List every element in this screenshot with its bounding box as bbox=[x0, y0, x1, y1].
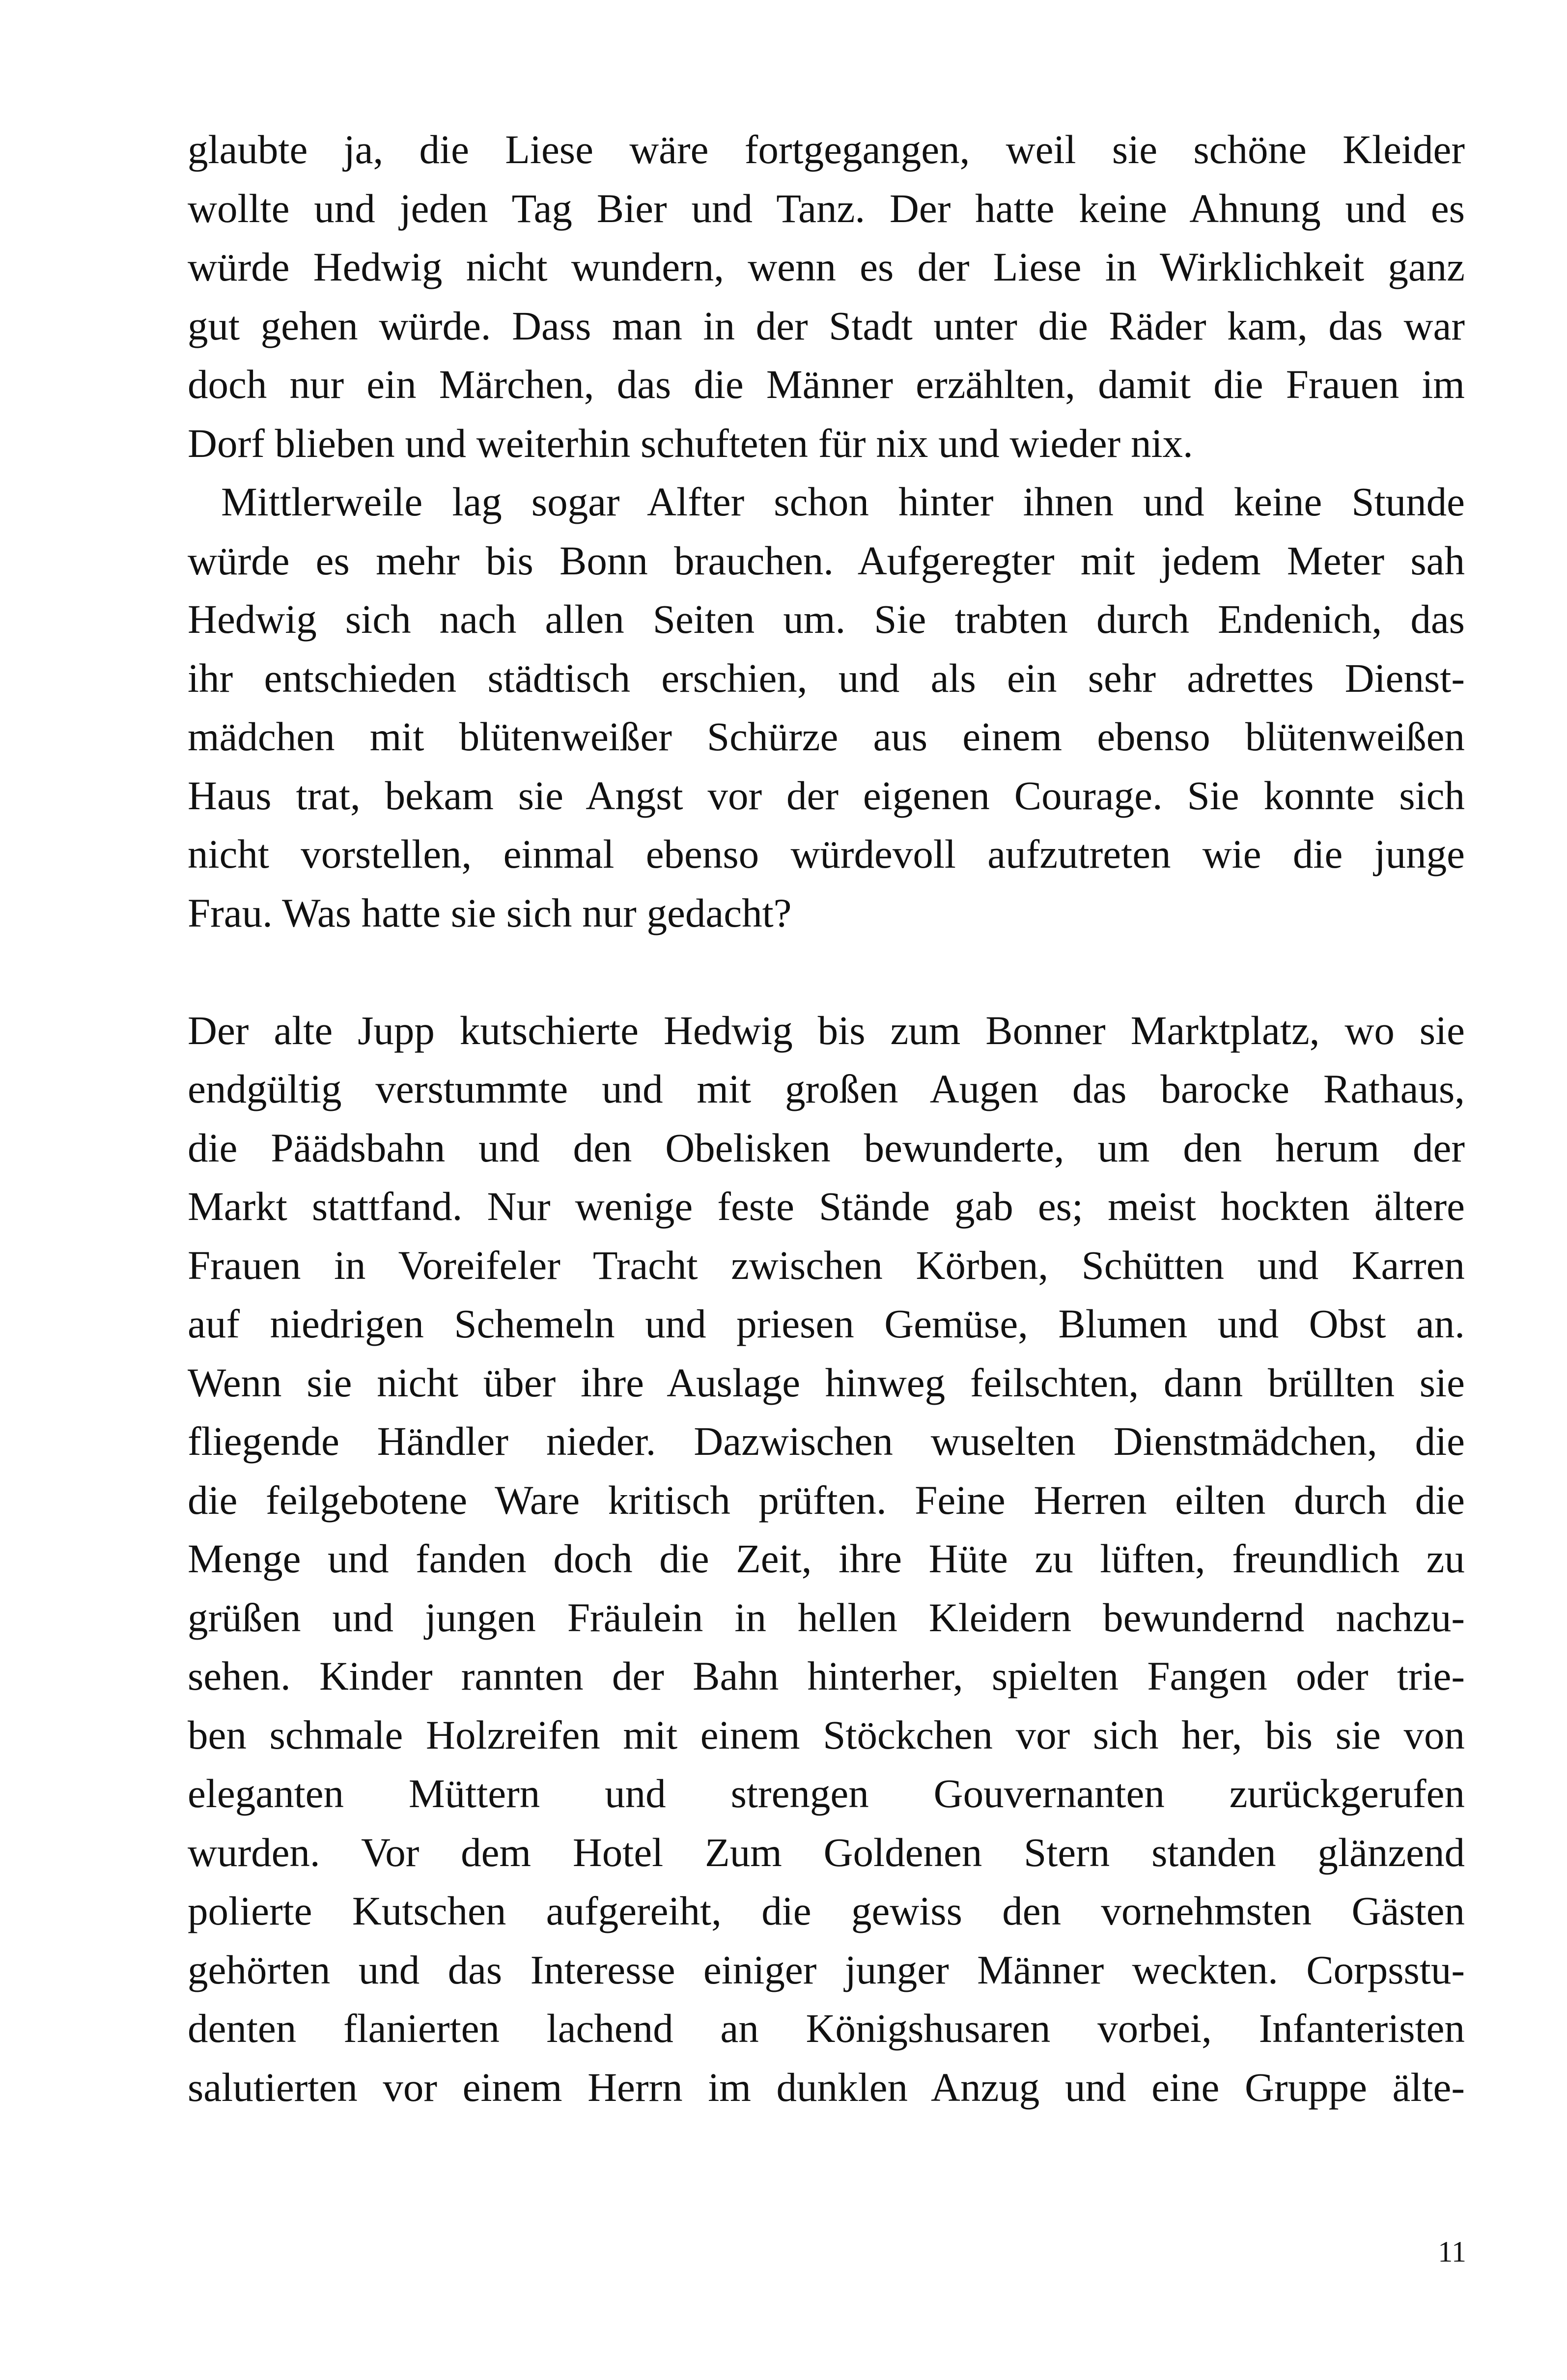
text-line: ihr entschieden städtisch erschien, und als ein sehr adrettes Dienst- bbox=[188, 655, 1465, 701]
text-line: Der alte Jupp kutschierte Hedwig bis zum Bonner Marktplatz, wo sie bbox=[188, 1007, 1465, 1053]
paragraph bbox=[188, 120, 1465, 473]
text-line: Frauen in Voreifeler Tracht zwischen Körben, Schütten und Karren bbox=[188, 1242, 1465, 1288]
text-line: Wenn sie nicht über ihre Auslage hinweg feilschten, dann brüllten sie bbox=[188, 1360, 1465, 1405]
text-line: Markt stattfand. Nur wenige feste Stände gab es; meist hockten ältere bbox=[188, 1184, 1465, 1229]
text-line: wurden. Vor dem Hotel Zum Goldenen Stern standen glänzend bbox=[188, 1829, 1465, 1875]
text-line: auf niedrigen Schemeln und priesen Gemüse, Blumen und Obst an. bbox=[188, 1301, 1465, 1346]
text-line: fliegende Händler nieder. Dazwischen wuselten Dienstmädchen, die bbox=[188, 1418, 1465, 1464]
paragraph bbox=[188, 473, 1465, 942]
text-line: denten flanierten lachend an Königshusaren vorbei, Infanteristen bbox=[188, 2006, 1465, 2051]
text-line: die Päädsbahn und den Obelisken bewunderte, um den herum der bbox=[188, 1125, 1465, 1170]
page-number: 11 bbox=[1438, 2236, 1466, 2268]
text-line: Hedwig sich nach allen Seiten um. Sie trabten durch Endenich, das bbox=[188, 596, 1465, 642]
text-line: ben schmale Holzreifen mit einem Stöckchen vor sich her, bis sie von bbox=[188, 1712, 1465, 1757]
section-break bbox=[188, 942, 1465, 1001]
text-line: Mittlerweile lag sogar Alfter schon hinter ihnen und keine Stunde bbox=[221, 479, 1465, 524]
text-line: salutierten vor einem Herrn im dunklen Anzug und eine Gruppe älte- bbox=[188, 2064, 1465, 2110]
text-line: endgültig verstummte und mit großen Augen das barocke Rathaus, bbox=[188, 1066, 1465, 1111]
paragraph bbox=[188, 1001, 1465, 2117]
text-line: gut gehen würde. Dass man in der Stadt unter die Räder kam, das war bbox=[188, 303, 1465, 348]
text-line: gehörten und das Interesse einiger junger Männer weckten. Corpsstu- bbox=[188, 1947, 1465, 1992]
text-line: mädchen mit blütenweißer Schürze aus einem ebenso blütenweißen bbox=[188, 714, 1465, 759]
text-line: glaubte ja, die Liese wäre fortgegangen, weil sie schöne Kleider bbox=[188, 127, 1465, 172]
text-line: nicht vorstellen, einmal ebenso würdevoll aufzutreten wie die junge bbox=[188, 831, 1465, 877]
text-line: würde es mehr bis Bonn brauchen. Aufgeregter mit jedem Meter sah bbox=[188, 538, 1465, 583]
text-line: eleganten Müttern und strengen Gouvernanten zurückgerufen bbox=[188, 1771, 1465, 1816]
body-text bbox=[188, 120, 1465, 2117]
text-line: grüßen und jungen Fräulein in hellen Kleidern bewundernd nachzu- bbox=[188, 1594, 1465, 1640]
text-line: wollte und jeden Tag Bier und Tanz. Der hatte keine Ahnung und es bbox=[188, 185, 1465, 231]
text-line: die feilgebotene Ware kritisch prüften. Feine Herren eilten durch die bbox=[188, 1477, 1465, 1523]
text-line: Menge und fanden doch die Zeit, ihre Hüte zu lüften, freundlich zu bbox=[188, 1536, 1465, 1581]
text-line: würde Hedwig nicht wundern, wenn es der Liese in Wirklichkeit ganz bbox=[188, 244, 1465, 289]
text-line: polierte Kutschen aufgereiht, die gewiss den vornehmsten Gästen bbox=[188, 1888, 1465, 1933]
text-line: sehen. Kinder rannten der Bahn hinterher, spielten Fangen oder trie- bbox=[188, 1653, 1465, 1699]
text-line: Frau. Was hatte sie sich nur gedacht? bbox=[188, 890, 792, 935]
text-line: Dorf blieben und weiterhin schufteten für nix und wieder nix. bbox=[188, 420, 1193, 466]
text-line: doch nur ein Märchen, das die Männer erzählten, damit die Frauen im bbox=[188, 362, 1465, 407]
text-line: Haus trat, bekam sie Angst vor der eigenen Courage. Sie konnte sich bbox=[188, 772, 1465, 818]
